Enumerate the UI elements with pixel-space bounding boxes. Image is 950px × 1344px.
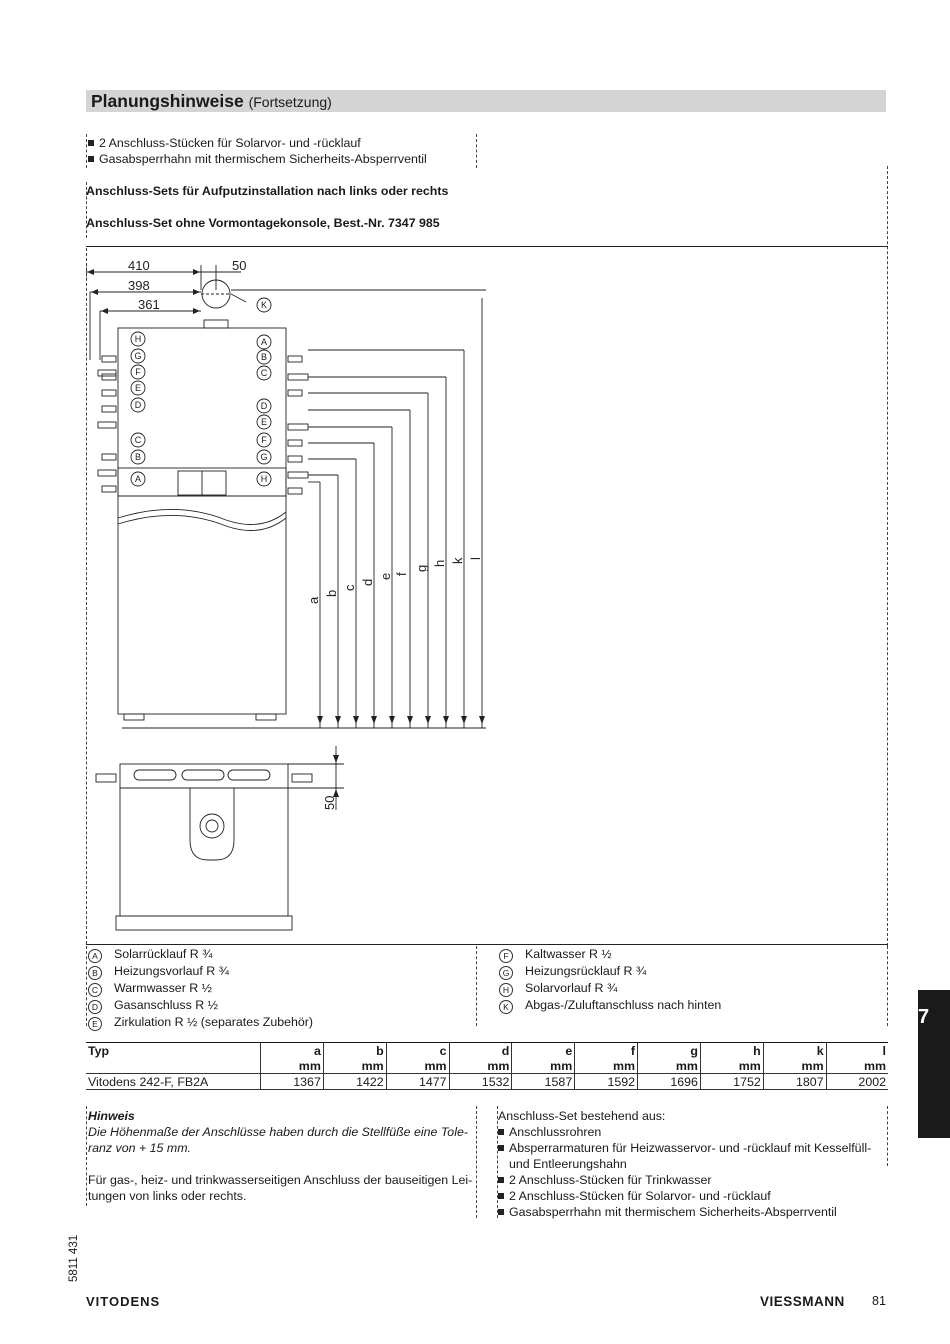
left-marker: B (134, 452, 142, 462)
divider (86, 1106, 87, 1206)
footer-brand-left: VITODENS (86, 1294, 161, 1309)
height-letter: a (306, 596, 321, 604)
marker-k: K (260, 300, 268, 310)
list-item: und Entleerungshahn (509, 1157, 627, 1171)
legend-left (88, 946, 313, 1031)
dim-50-side-label: 50 (322, 795, 337, 810)
height-letter: e (378, 572, 393, 580)
height-letter: b (324, 589, 339, 597)
list-item: 2 Anschluss-Stücken für Solarvor- und -rücklauf (498, 1188, 886, 1204)
height-letter: k (450, 557, 465, 564)
hinweis-line: Die Höhenmaße der Anschlüsse haben durch die Stellfüße eine Tole- (88, 1125, 468, 1139)
height-letter: h (432, 559, 447, 567)
doc-number: 5811 431 (68, 1234, 80, 1282)
dim-361-label: 361 (138, 297, 160, 312)
footer-brand-right: VIESSMANN (760, 1294, 845, 1309)
list-item: 2 Anschluss-Stücken für Trinkwasser (498, 1172, 886, 1188)
list-item: Gasabsperrhahn mit thermischem Sicherheits-Absperrventil (88, 151, 427, 167)
right-marker: F (261, 435, 267, 445)
list-item: Anschlussrohren (498, 1124, 886, 1140)
right-marker: D (260, 401, 268, 411)
chapter-tab: 7 (918, 990, 950, 1138)
hinweis-line: ranz von + 15 mm. (88, 1141, 191, 1155)
height-letter: d (360, 578, 375, 586)
divider (887, 166, 888, 946)
legend-item: B Heizungsvorlauf R ¾ (88, 963, 313, 980)
left-marker: C (134, 435, 142, 445)
legend-item: F Kaltwasser R ½ (499, 946, 721, 963)
section-subtitle: (Fortsetzung) (248, 94, 332, 110)
hinweis-line: Für gas-, heiz- und trinkwasserseitigen Anschluss der bauseitigen Lei- (88, 1173, 473, 1187)
hinweis-block (88, 1108, 474, 1204)
dimensions-table (86, 1042, 888, 1090)
section-title: Planungshinweise (91, 91, 244, 111)
legend-item: H Solarvorlauf R ¾ (499, 980, 721, 997)
hinweis-line: tungen von links oder rechts. (88, 1189, 247, 1203)
legend-item: A Solarrücklauf R ¾ (88, 946, 313, 963)
divider (86, 182, 87, 238)
divider (476, 946, 477, 1026)
right-marker: E (260, 417, 268, 427)
right-marker: C (260, 368, 268, 378)
legend-item: G Heizungsrücklauf R ¾ (499, 963, 721, 980)
table-units-row: mm mm mm mm mm mm mm mm mm mm (86, 1058, 888, 1074)
left-marker: H (134, 334, 142, 344)
left-marker: D (134, 400, 142, 410)
divider (476, 134, 477, 168)
dim-50-top-label: 50 (232, 258, 247, 273)
divider (887, 1106, 888, 1166)
left-marker: F (135, 367, 141, 377)
section-header (86, 90, 886, 112)
right-marker: H (260, 474, 268, 484)
heading-set-order: Anschluss-Set ohne Vormontagekonsole, Best.-Nr. 7347 985 (86, 216, 440, 230)
legend-right (499, 946, 721, 1014)
heading-sets: Anschluss-Sets für Aufputzinstallation nach links oder rechts (86, 184, 449, 198)
right-marker: A (260, 337, 268, 347)
list-item: Gasabsperrhahn mit thermischem Sicherheits-Absperrventil (498, 1204, 886, 1220)
divider (86, 946, 87, 1026)
height-letter: f (394, 572, 409, 576)
top-bullet-list (88, 135, 427, 167)
set-intro: Anschluss-Set bestehend aus: (498, 1109, 666, 1123)
divider (887, 946, 888, 1026)
height-letter: c (342, 584, 357, 591)
set-list (498, 1108, 886, 1220)
legend-item: E Zirkulation R ½ (separates Zubehör) (88, 1014, 313, 1031)
hinweis-title: Hinweis (88, 1109, 135, 1123)
divider (86, 134, 87, 168)
boiler-dimension-drawing (86, 250, 506, 940)
rule (86, 944, 888, 945)
rule (86, 246, 888, 247)
legend-item: K Abgas-/Zuluftanschluss nach hinten (499, 997, 721, 1014)
legend-item: C Warmwasser R ½ (88, 980, 313, 997)
left-marker: A (134, 474, 142, 484)
list-item: Absperrarmaturen für Heizwasservor- und -rücklauf mit Kesselfüll- (498, 1140, 886, 1156)
table-row: Vitodens 242-F, FB2A 1367 1422 1477 1532 1587 1592 1696 1752 1807 2002 (88, 1074, 886, 1089)
divider (476, 1106, 477, 1218)
height-letter: g (414, 564, 429, 572)
dim-410-label: 410 (128, 258, 150, 273)
table-header-row: Typ a b c d e f g h k l (88, 1043, 886, 1058)
dim-398-label: 398 (128, 278, 150, 293)
legend-item: D Gasanschluss R ½ (88, 997, 313, 1014)
left-marker: G (134, 351, 142, 361)
list-item: 2 Anschluss-Stücken für Solarvor- und -rücklauf (88, 135, 427, 151)
page-number: 81 (872, 1294, 886, 1308)
right-marker: G (260, 452, 268, 462)
left-marker: E (134, 383, 142, 393)
right-marker: B (260, 352, 268, 362)
height-letter: l (468, 557, 483, 560)
